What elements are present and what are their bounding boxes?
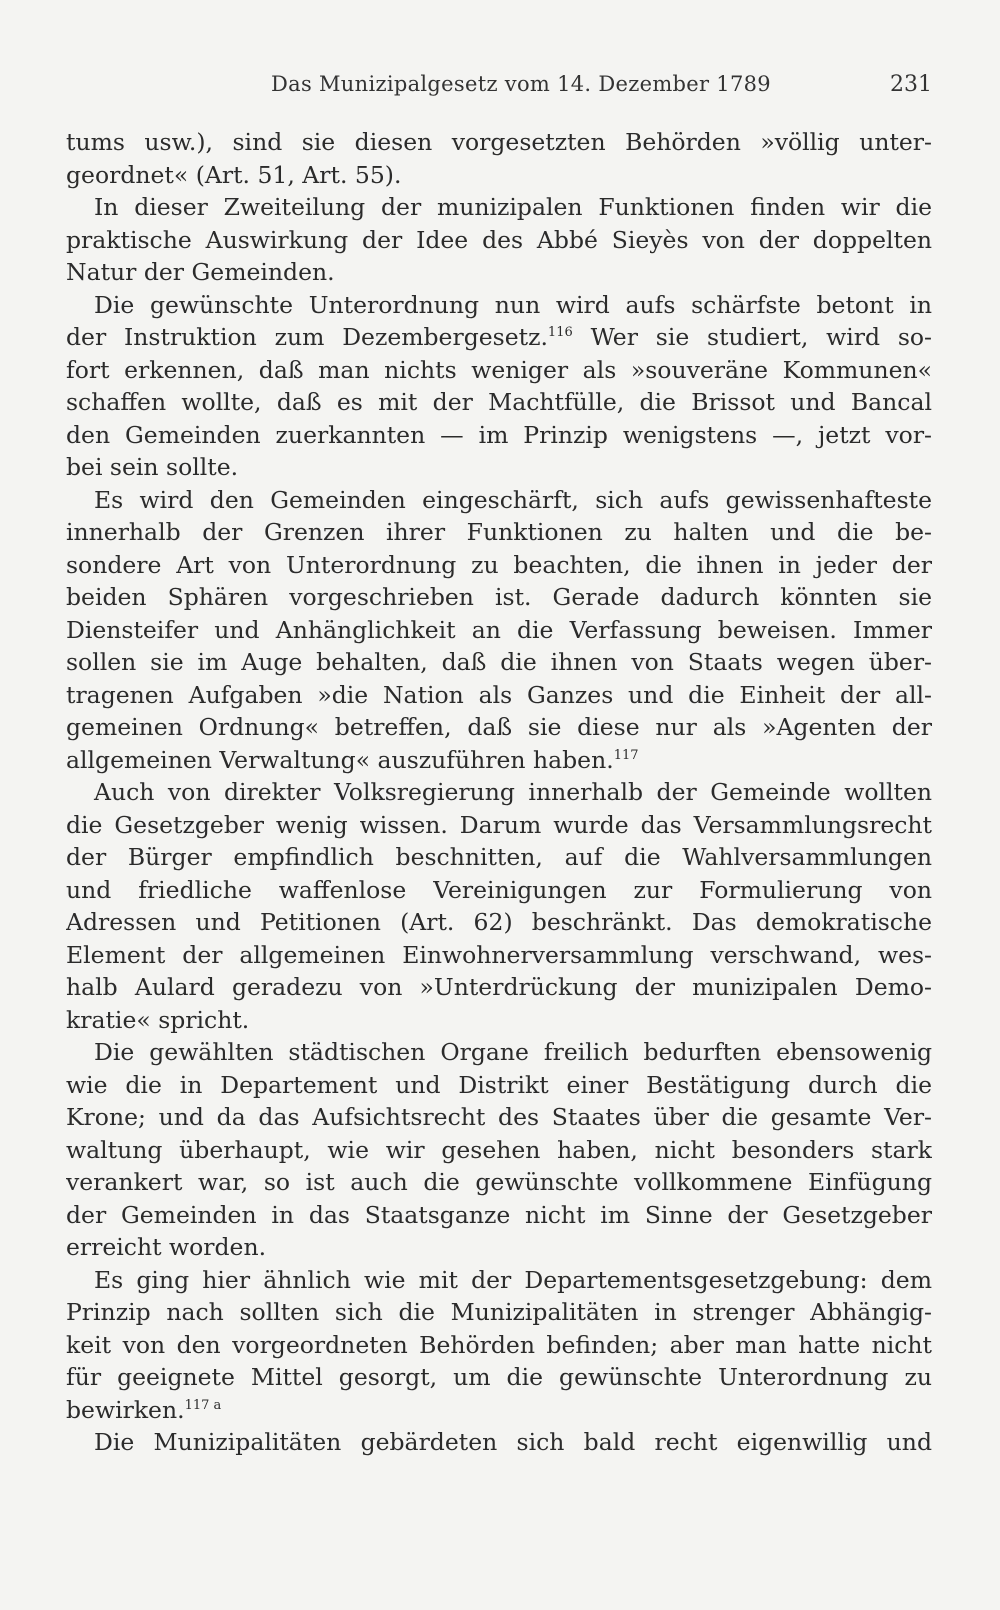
text-line: der Instruktion zum Dezembergesetz.$^{116}$ Wer sie studiert, wird so-: [66, 323, 932, 351]
running-title: Das Munizipalgesetz vom 14. Dezember 1789: [271, 72, 771, 96]
text-line: die Gesetzgeber wenig wissen. Darum wurde das Versammlungsrecht: [66, 810, 932, 839]
text-line: tragenen Aufgaben »die Nation als Ganzes und die Einheit der all-: [66, 680, 932, 709]
text-line: gemeinen Ordnung« betreffen, daß sie diese nur als »Agenten der: [66, 713, 932, 741]
text-line: sondere Art von Unterordnung zu beachten, die ihnen in jeder der: [66, 550, 932, 579]
footnote-ref: 117 a: [184, 1397, 222, 1413]
text-line: allgemeinen Verwaltung« auszuführen haben.$^{117}$: [66, 745, 639, 774]
footnote-ref: 116: [547, 325, 573, 340]
footnote-ref: 117: [613, 747, 639, 763]
text-line: Die Munizipalitäten gebärdeten sich bald recht eigenwillig und: [94, 1428, 932, 1456]
text-line: Adressen und Petitionen (Art. 62) beschränkt. Das demokratische: [66, 908, 932, 936]
text-line: Prinzip nach sollten sich die Munizipalitäten in strenger Abhängig-: [66, 1298, 932, 1326]
text-line: den Gemeinden zuerkannten — im Prinzip wenigstens —, jetzt vor-: [66, 420, 932, 449]
text-line: der Gemeinden in das Staatsganze nicht im Sinne der Gesetzgeber: [66, 1200, 932, 1229]
text-line: tums usw.), sind sie diesen vorgesetzten Behörden »völlig unter-: [66, 128, 932, 156]
text-line: schaffen wollte, daß es mit der Machtfülle, die Brissot und Bancal: [66, 388, 932, 416]
text-line: verankert war, so ist auch die gewünschte vollkommene Einfügung: [66, 1168, 932, 1196]
text-line: waltung überhaupt, wie wir gesehen haben, nicht besonders stark: [66, 1135, 932, 1164]
text-line: Die gewünschte Unterordnung nun wird aufs schärfste betont in: [94, 290, 932, 319]
text-line: Die gewählten städtischen Organe freilich bedurften ebensowenig: [94, 1038, 932, 1066]
text-line: halb Aulard geradezu von »Unterdrückung der munizipalen Demo-: [66, 973, 932, 1001]
text-line: bei sein sollte.: [66, 453, 239, 481]
text-line: innerhalb der Grenzen ihrer Funktionen zu halten und die be-: [66, 518, 932, 546]
text-line: In dieser Zweiteilung der munizipalen Funktionen finden wir die: [94, 193, 932, 221]
text-line: kratie« spricht.: [66, 1005, 250, 1034]
text-line: Es ging hier ähnlich wie mit der Departementsgesetzgebung: dem: [94, 1265, 932, 1294]
text-line: Element der allgemeinen Einwohnerversammlung verschwand, wes-: [66, 940, 932, 969]
text-line: beiden Sphären vorgeschrieben ist. Gerade dadurch könnten sie: [66, 583, 932, 611]
text-line: für geeignete Mittel gesorgt, um die gewünschte Unterordnung zu: [66, 1363, 932, 1391]
body-text: [66, 126, 932, 1459]
text-line: Auch von direkter Volksregierung innerhalb der Gemeinde wollten: [94, 778, 932, 806]
text-line: sollen sie im Auge behalten, daß die ihnen von Staats wegen über-: [66, 648, 932, 676]
running-head: [66, 72, 932, 104]
page-number: 231: [890, 72, 932, 97]
text-line: praktische Auswirkung der Idee des Abbé Sieyès von der doppelten: [66, 225, 932, 254]
text-line: Diensteifer und Anhänglichkeit an die Verfassung beweisen. Immer: [66, 615, 932, 644]
text-line: Natur der Gemeinden.: [66, 258, 335, 286]
text-line: und friedliche waffenlose Vereinigungen zur Formulierung von: [66, 875, 932, 904]
text-line: wie die in Departement und Distrikt einer Bestätigung durch die: [66, 1070, 932, 1099]
text-line: bewirken.$^{117 a}$: [66, 1395, 222, 1424]
text-line: Es wird den Gemeinden eingeschärft, sich aufs gewissenhafteste: [94, 485, 932, 514]
text-line: fort erkennen, daß man nichts weniger als »souveräne Kommunen«: [66, 355, 932, 384]
text-line: keit von den vorgeordneten Behörden befinden; aber man hatte nicht: [66, 1330, 932, 1359]
text-line: geordnet« (Art. 51, Art. 55).: [66, 160, 402, 189]
text-line: der Bürger empfindlich beschnitten, auf die Wahlversammlungen: [66, 843, 932, 871]
text-line: erreicht worden.: [66, 1233, 267, 1261]
text-line: Krone; und da das Aufsichtsrecht des Staates über die gesamte Ver-: [66, 1103, 932, 1131]
